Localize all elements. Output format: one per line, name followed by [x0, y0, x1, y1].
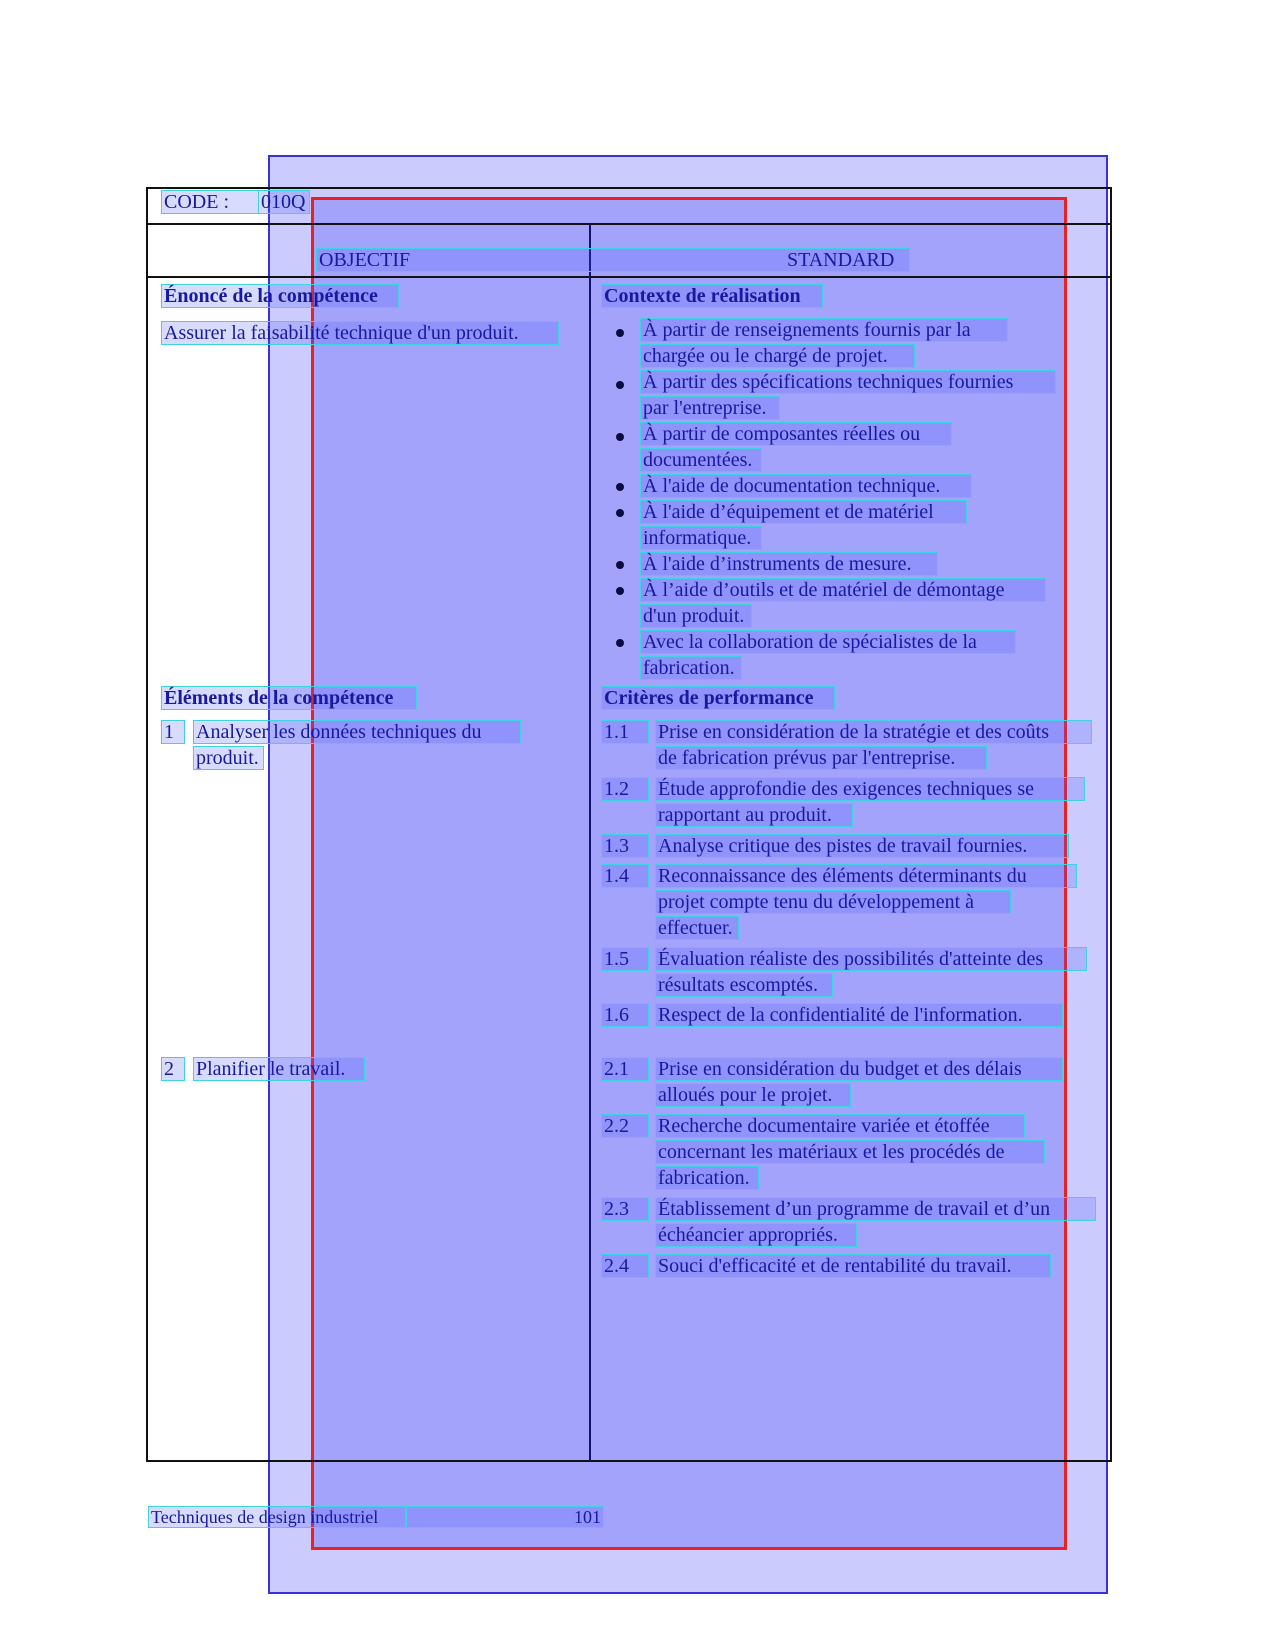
- critere-line: Souci d'efficacité et de rentabilité du travail.: [655, 1254, 1051, 1278]
- contexte-item-line: À l'aide de documentation technique.: [640, 474, 972, 498]
- critere-line: Respect de la confidentialité de l'information.: [655, 1003, 1063, 1027]
- table-bottom-border: [146, 1460, 1112, 1462]
- bullet-icon: [616, 561, 624, 569]
- bullet-icon: [616, 587, 624, 595]
- element-line: produit.: [193, 746, 264, 770]
- critere-number: 1.1: [601, 720, 649, 744]
- code-row-divider: [146, 223, 1112, 225]
- critere-line: alloués pour le projet.: [655, 1083, 851, 1107]
- critere-number: 1.3: [601, 834, 649, 858]
- critere-line: résultats escomptés.: [655, 973, 833, 997]
- column-header-standard: STANDARD: [787, 249, 895, 271]
- contexte-item-line: documentées.: [640, 448, 762, 472]
- critere-line: Analyse critique des pistes de travail fournies.: [655, 834, 1069, 858]
- contexte-item-line: chargée ou le chargé de projet.: [640, 344, 915, 368]
- elements-heading: Éléments de la compétence: [161, 686, 417, 710]
- table-left-border: [146, 187, 148, 1462]
- critere-line: échéancier appropriés.: [655, 1223, 857, 1247]
- contexte-item-line: À l’aide d’outils et de matériel de démontage: [640, 578, 1046, 602]
- critere-line: Recherche documentaire variée et étoffée: [655, 1114, 1025, 1138]
- bullet-icon: [616, 483, 624, 491]
- footer-program: Techniques de design industriel: [148, 1506, 406, 1528]
- contexte-heading: Contexte de réalisation: [601, 284, 823, 308]
- contexte-item-line: À partir de composantes réelles ou: [640, 422, 952, 446]
- critere-line: concernant les matériaux et les procédés de: [655, 1140, 1045, 1164]
- code-value: 010Q: [258, 190, 310, 214]
- element-number: 1: [161, 720, 185, 744]
- footer-page-number: 101: [406, 1506, 604, 1528]
- contexte-item-line: À partir des spécifications techniques fournies: [640, 370, 1056, 394]
- critere-number: 2.1: [601, 1057, 649, 1081]
- critere-line: de fabrication prévus par l'entreprise.: [655, 746, 987, 770]
- bullet-icon: [616, 639, 624, 647]
- critere-number: 1.2: [601, 777, 649, 801]
- critere-line: projet compte tenu du développement à: [655, 890, 1011, 914]
- code-label: CODE :: [161, 190, 259, 214]
- critere-number: 2.4: [601, 1254, 649, 1278]
- critere-line: Établissement d’un programme de travail et d’un: [655, 1197, 1096, 1221]
- table-top-border: [146, 187, 1112, 189]
- criteres-heading: Critères de performance: [601, 686, 835, 710]
- critere-line: Reconnaissance des éléments déterminants du: [655, 864, 1077, 888]
- element-line: Analyser les données techniques du: [193, 720, 521, 744]
- bullet-icon: [616, 433, 624, 441]
- critere-line: Évaluation réaliste des possibilités d'atteinte des: [655, 947, 1087, 971]
- contexte-item-line: fabrication.: [640, 656, 742, 680]
- element-line: Planifier le travail.: [193, 1057, 365, 1081]
- critere-number: 1.4: [601, 864, 649, 888]
- critere-line: effectuer.: [655, 916, 739, 940]
- bullet-icon: [616, 329, 624, 337]
- critere-line: Étude approfondie des exigences techniques se: [655, 777, 1085, 801]
- enonce-heading: Énoncé de la compétence: [161, 284, 399, 308]
- contexte-item-line: À l'aide d’équipement et de matériel: [640, 500, 967, 524]
- contexte-item-line: d'un produit.: [640, 604, 752, 628]
- critere-number: 1.6: [601, 1003, 649, 1027]
- critere-line: rapportant au produit.: [655, 803, 853, 827]
- column-divider: [589, 224, 591, 1461]
- contexte-item-line: À partir de renseignements fournis par la: [640, 318, 1008, 342]
- contexte-item-line: informatique.: [640, 526, 762, 550]
- bullet-icon: [616, 509, 624, 517]
- critere-number: 2.2: [601, 1114, 649, 1138]
- critere-number: 1.5: [601, 947, 649, 971]
- critere-line: Prise en considération de la stratégie et des coûts: [655, 720, 1092, 744]
- column-header-row: [316, 248, 910, 272]
- bullet-icon: [616, 381, 624, 389]
- contexte-item-line: À l'aide d’instruments de mesure.: [640, 552, 938, 576]
- critere-number: 2.3: [601, 1197, 649, 1221]
- critere-line: fabrication.: [655, 1166, 759, 1190]
- header-row-divider: [146, 276, 1112, 278]
- element-number: 2: [161, 1057, 185, 1081]
- contexte-item-line: par l'entreprise.: [640, 396, 780, 420]
- column-header-objectif: OBJECTIF: [319, 249, 411, 271]
- contexte-item-line: Avec la collaboration de spécialistes de la: [640, 630, 1016, 654]
- enonce-text: Assurer la faisabilité technique d'un produit.: [161, 321, 559, 345]
- critere-line: Prise en considération du budget et des délais: [655, 1057, 1063, 1081]
- table-right-border: [1110, 187, 1112, 1462]
